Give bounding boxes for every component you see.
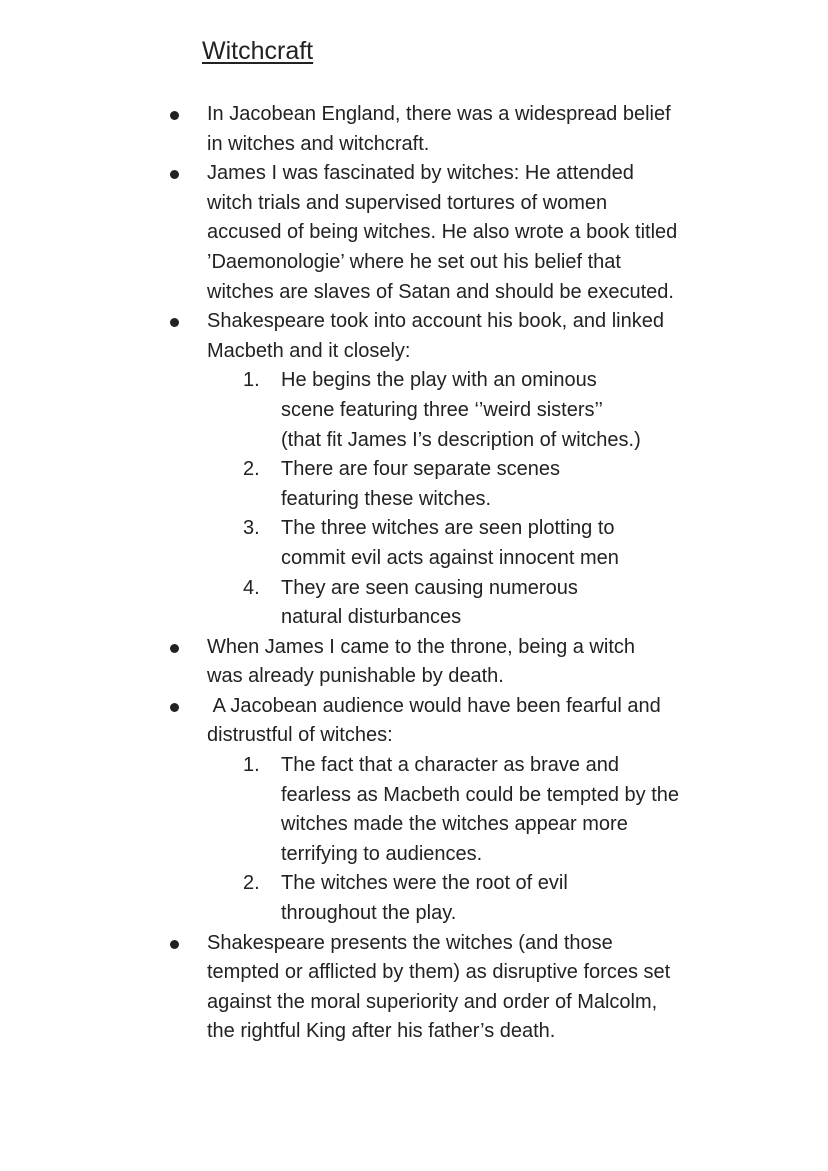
item-number: 2. bbox=[243, 872, 260, 895]
bullet-icon bbox=[170, 111, 179, 120]
sublist-item bbox=[243, 574, 641, 633]
list-item bbox=[0, 692, 828, 929]
bullet-icon bbox=[170, 703, 179, 712]
sublist-text: The three witches are seen plotting to commit evil acts against innocent men bbox=[281, 517, 619, 569]
numbered-sublist bbox=[207, 751, 688, 929]
bullet-text: When James I came to the throne, being a witch was already punishable by death. bbox=[207, 635, 635, 688]
sublist-item bbox=[243, 366, 641, 455]
item-number: 1. bbox=[243, 754, 260, 777]
sublist-item bbox=[243, 751, 691, 869]
list-item bbox=[0, 307, 828, 633]
sublist-item bbox=[243, 869, 611, 928]
item-number: 3. bbox=[243, 517, 260, 540]
item-number: 1. bbox=[243, 369, 260, 392]
list-item bbox=[0, 159, 828, 307]
bullet-icon bbox=[170, 940, 179, 949]
bullet-text: Shakespeare took into account his book, and linked Macbeth and it closely: bbox=[207, 310, 664, 362]
bullet-text: In Jacobean England, there was a widespread belief in witches and witchcraft. bbox=[207, 103, 671, 155]
bullet-icon bbox=[170, 170, 179, 179]
sublist-text: There are four separate scenes featuring these witches. bbox=[281, 458, 561, 510]
sublist-text: The fact that a character as brave and fearless as Macbeth could be tempted by the witches made the witches appear more terrifying to audiences. bbox=[281, 754, 680, 865]
page-title: Witchcraft bbox=[202, 37, 314, 65]
item-number: 4. bbox=[243, 576, 260, 599]
list-item bbox=[0, 929, 828, 1047]
bullet-list bbox=[0, 100, 828, 1047]
list-item bbox=[0, 100, 828, 159]
sublist-item bbox=[243, 514, 671, 573]
bullet-text: Shakespeare presents the witches (and those tempted or afflicted by them) as disruptive forces set against the moral superiority and order of Malcolm, the rightful King after his father’s death. bbox=[207, 931, 671, 1043]
numbered-sublist bbox=[207, 366, 668, 632]
sublist-text: He begins the play with an ominous scene featuring three ‘’weird sisters’’ (that fit James I’s description of witches.) bbox=[281, 369, 641, 451]
item-number: 2. bbox=[243, 458, 260, 481]
bullet-text: A Jacobean audience would have been fearful and distrustful of witches: bbox=[207, 694, 667, 747]
bullet-icon bbox=[170, 644, 179, 653]
sublist-text: The witches were the root of evil throughout the play. bbox=[281, 872, 568, 925]
bullet-text: James I was fascinated by witches: He attended witch trials and supervised tortures of women accused of being witches. He also wrote a book titled ’Daemonologie’ where he set out his belief that witches are slaves of Satan and should be executed. bbox=[207, 162, 678, 303]
sublist-item bbox=[243, 455, 611, 514]
list-item bbox=[0, 633, 828, 692]
sublist-text: They are seen causing numerous natural disturbances bbox=[281, 576, 578, 629]
bullet-icon bbox=[170, 318, 179, 327]
